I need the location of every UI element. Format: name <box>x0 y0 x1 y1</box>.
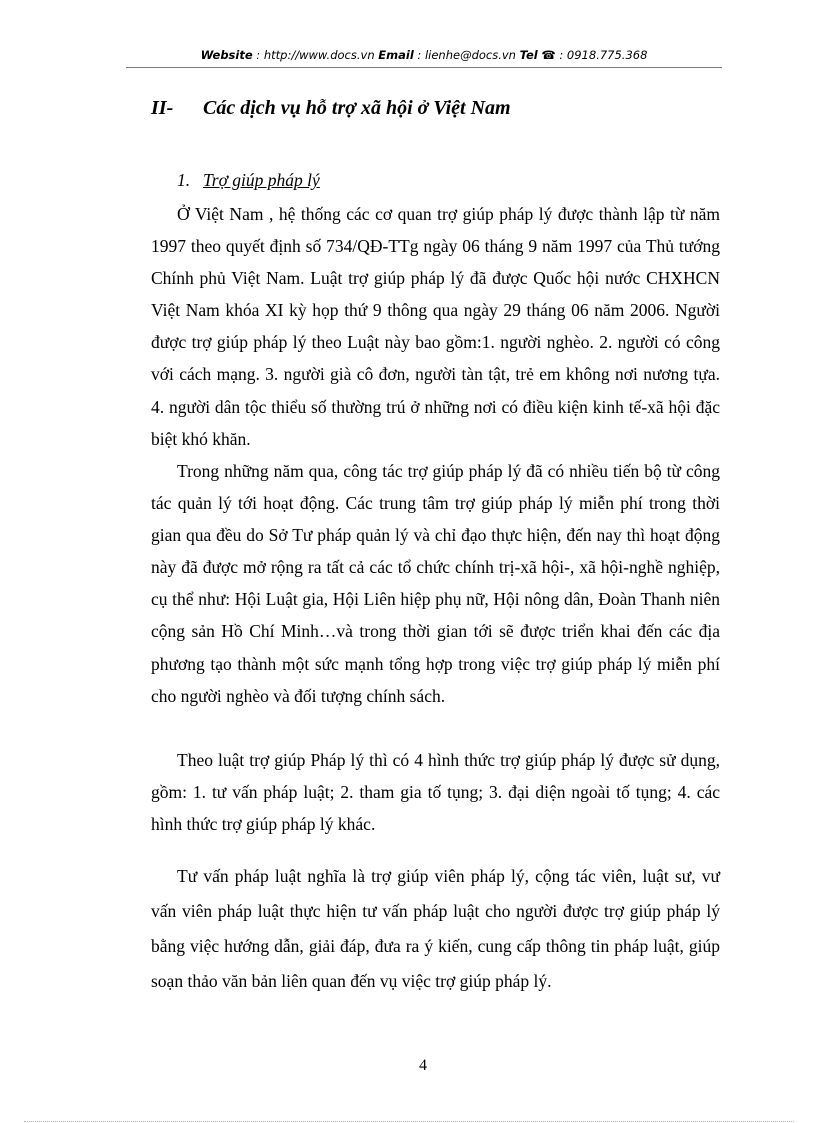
website-label: Website <box>200 48 253 62</box>
email-separator: : <box>413 48 425 62</box>
website-url: http://www.docs.vn <box>263 48 375 62</box>
page-header <box>126 48 722 66</box>
page-number: 4 <box>419 1057 427 1074</box>
paragraph-legal-aid-forms: Theo luật trợ giúp Pháp lý thì có 4 hình thức trợ giúp pháp lý được sử dụng, gồm: 1. tư vấn pháp luật; 2. tham gia tố tụng; 3. đại diện ngoài tố tụng; 4. các hình thức trợ giúp pháp lý khác. <box>151 750 720 835</box>
section-number: II- <box>151 97 174 119</box>
header-divider <box>126 67 722 68</box>
tel-number: 0918.775.368 <box>566 48 648 62</box>
page-bottom-divider <box>24 1121 794 1122</box>
section-heading <box>151 97 511 120</box>
paragraph-legal-aid-history: Ở Việt Nam , hệ thống các cơ quan trợ giúp pháp lý được thành lập từ năm 1997 theo quyết định số 734/QĐ-TTg ngày 06 tháng 9 năm 1997 của Thủ tướng Chính phủ Việt Nam. Luật trợ giúp pháp lý đã được Quốc hội nước CHXHCN Việt Nam khóa XI kỳ họp thứ 9 thông qua ngày 29 tháng 06 năm 2006. Người được trợ giúp pháp lý theo Luật này bao gồm:1. người nghèo. 2. người có công với cách mạng. 3. người già cô đơn, người tàn tật, trẻ em không nơi nương tựa. 4. người dân tộc thiểu số thường trú ở những nơi có điều kiện kinh tế-xã hội đặc biệt khó khăn. <box>151 204 720 449</box>
subsection-heading <box>177 170 320 191</box>
section-title: Các dịch vụ hỗ trợ xã hội ở Việt Nam <box>203 97 511 119</box>
paragraph-legal-aid-progress: Trong những năm qua, công tác trợ giúp pháp lý đã có nhiều tiến bộ từ công tác quản lý tới hoạt động. Các trung tâm trợ giúp pháp lý miễn phí trong thời gian qua đều do Sở Tư pháp quản lý và chỉ đạo thực hiện, đến nay thì hoạt động này đã được mở rộng ra tất cả các tổ chức chính trị-xã hội-, xã hội-nghề nghiệp, cụ thể như: Hội Luật gia, Hội Liên hiệp phụ nữ, Hội nông dân, Đoàn Thanh niên cộng sản Hồ Chí Minh…và trong thời gian tới sẽ được triển khai đến các địa phương tạo thành một sức mạnh tổng hợp trong việc trợ giúp pháp lý miễn phí cho người nghèo và đối tượng chính sách. <box>151 461 720 706</box>
subsection-number: 1. <box>177 170 191 190</box>
telephone-icon: ☎ <box>541 48 556 62</box>
tel-label: Tel <box>519 48 538 62</box>
paragraph-legal-consulting: Tư vấn pháp luật nghĩa là trợ giúp viên pháp lý, cộng tác viên, luật sư, vư vấn viên pháp luật thực hiện tư vấn pháp luật cho người được trợ giúp pháp lý bằng việc hướng dẫn, giải đáp, đưa ra ý kiến, cung cấp thông tin pháp luật, giúp soạn thảo văn bản liên quan đến vụ việc trợ giúp pháp lý. <box>151 866 720 991</box>
email-address: lienhe@docs.vn <box>424 48 516 62</box>
website-separator: : <box>252 48 264 62</box>
email-label: Email <box>378 48 414 62</box>
tel-separator: : <box>555 48 567 62</box>
subsection-title: Trợ giúp pháp lý <box>203 170 320 190</box>
